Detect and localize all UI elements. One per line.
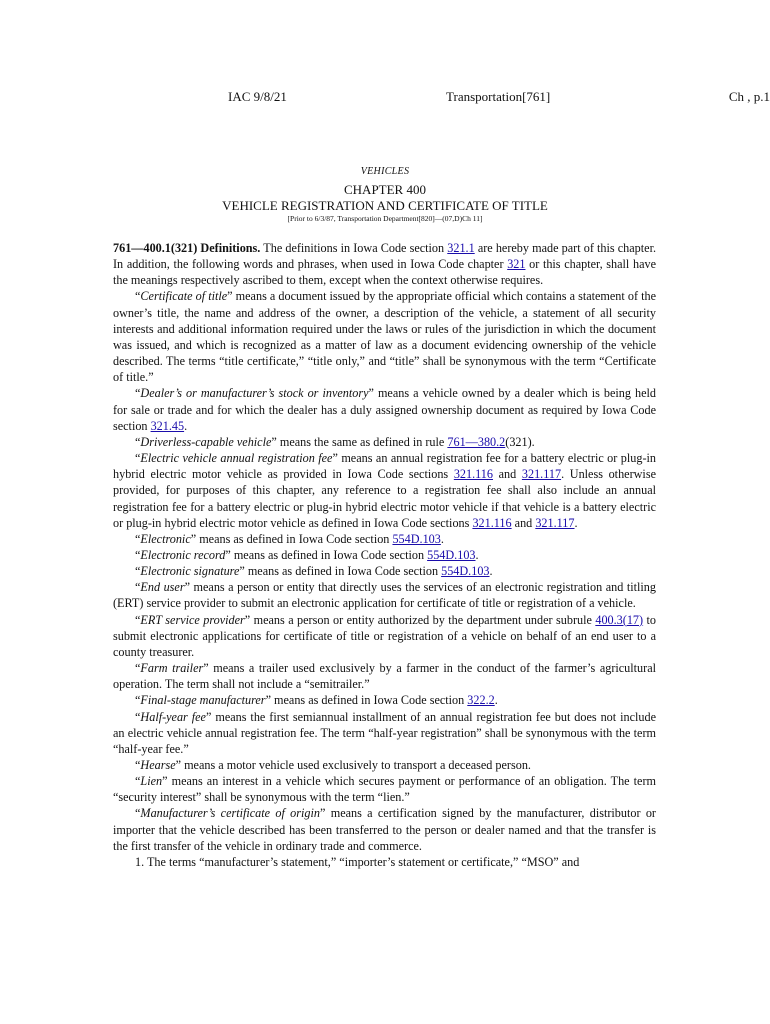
definition-mco: “Manufacturer’s certificate of origin” means a certification signed by the manufacturer, distributor or importer that the vehicle described has been transferred to the person or dealer named and that the transfer is the first transfer of the vehicle in ordinary trade and commerce.: [113, 806, 656, 853]
chapter-title: VEHICLE REGISTRATION AND CERTIFICATE OF TITLE: [222, 198, 548, 213]
header-page: Ch , p.1: [728, 89, 770, 104]
section-label: VEHICLES: [360, 166, 410, 177]
definition-hearse: “Hearse” means a motor vehicle used exclusively to transport a deceased person.: [135, 758, 531, 772]
definition-lien: “Lien” means an interest in a vehicle which secures payment or performance of an obligation. The term “security interest” shall be synonymous with the term “lien.”: [113, 774, 656, 805]
definition-driverless: “Driverless-capable vehicle” means the same as defined in rule 761—380.2(321).: [135, 434, 535, 449]
rule-heading: 761—400.1(321) Definitions.: [113, 241, 261, 255]
link-321-116[interactable]: 321.116: [453, 467, 493, 482]
link-321[interactable]: 321: [507, 257, 526, 272]
link-400-3-17[interactable]: 400.3(17): [595, 612, 644, 627]
link-321-45[interactable]: 321.45: [150, 418, 185, 433]
definition-ev-fee: “Electric vehicle annual registration fee” means an annual registration fee for a battery electric or plug-in hybrid electric motor vehicle as provided in Iowa Code sections 321.116 and 321.117. Unless otherwise provided, for purposes of this chapter, any reference to a registration fee shall also include an annual registration fee for a battery electric or plug-in hybrid electric motor vehicle if that vehicle is a battery electric or plug-in hybrid electric motor vehicle as defined in Iowa Code sections 321.116 and 321.117.: [113, 451, 656, 530]
definition-final-stage-manufacturer: “Final-stage manufacturer” means as defined in Iowa Code section 322.2.: [135, 693, 498, 708]
chapter-number: CHAPTER 400: [344, 182, 426, 197]
definition-end-user: “End user” means a person or entity that directly uses the services of an electronic registration and titling (ERT) service provider to submit an electronic application for certificate of title or registration of a vehicle.: [113, 580, 656, 611]
definition-half-year-fee: “Half-year fee” means the first semiannual installment of an annual registration fee but does not include an electric vehicle annual registration fee. The term “half-year registration” shall be synonymous with the term “half-year fee.”: [113, 709, 656, 756]
link-554d-103[interactable]: 554D.103: [392, 531, 441, 546]
link-321-117[interactable]: 321.117: [521, 467, 562, 482]
header-agency: Transportation[761]: [446, 89, 551, 104]
definition-electronic-signature: “Electronic signature” means as defined in Iowa Code section 554D.103.: [135, 564, 493, 579]
link-321-1[interactable]: 321.1: [447, 241, 475, 255]
link-322-2[interactable]: 322.2: [467, 693, 495, 708]
link-321-117-second[interactable]: 321.117: [535, 515, 575, 530]
chapter-history-note: [Prior to 6/3/87, Transportation Department[820]—(07,D)Ch 11]: [287, 214, 483, 223]
definition-ert-provider: “ERT service provider” means a person or entity authorized by the department under subrule 400.3(17) to submit electronic applications for certificate of title or registration of a vehicle on behalf of an end user to a county treasurer.: [113, 612, 656, 659]
rule-paragraph: 761—400.1(321) Definitions. The definitions in Iowa Code section 321.1 are hereby made part of this chapter. In addition, the following words and phrases, when used in Iowa Code chapter 321 or this chapter, shall have the meanings respectively ascribed to them, except when the context otherwise requires.: [113, 241, 657, 288]
link-321-116-second[interactable]: 321.116: [472, 515, 512, 530]
list-item-1: 1. The terms “manufacturer’s statement,” “importer’s statement or certificate,” “MSO” and: [135, 854, 580, 869]
definition-dealer-stock: “Dealer’s or manufacturer’s stock or inventory” means a vehicle owned by a dealer which is being held for sale or trade and for which the dealer has a duly assigned ownership document as required by Iowa Code section 321.45.: [113, 386, 656, 433]
definition-certificate-of-title: “Certificate of title” means a document issued by the appropriate official which contains a statement of the owner’s title, the name and address of the owner, a description of the vehicle, a statement of all security interests and additional information required under the laws or rules of the jurisdiction in which the document was issued, and which is recognized as a matter of law as a document evidencing ownership of the vehicle described. The terms “title certificate,” “title only,” and “title” shall be synonymous with the term “Certificate of title.”: [113, 289, 657, 385]
document-body: [113, 240, 656, 870]
definition-farm-trailer: “Farm trailer” means a trailer used exclusively by a farmer in the conduct of the farmer’s agricultural operation. The term shall not include a “semitrailer.”: [113, 661, 656, 692]
header-date: IAC 9/8/21: [228, 89, 287, 104]
link-554d-103-record[interactable]: 554D.103: [427, 547, 476, 562]
definition-electronic: “Electronic” means as defined in Iowa Code section 554D.103.: [135, 531, 444, 546]
link-554d-103-signature[interactable]: 554D.103: [441, 564, 490, 579]
definition-electronic-record: “Electronic record” means as defined in Iowa Code section 554D.103.: [135, 547, 479, 562]
link-761-380-2[interactable]: 761—380.2: [447, 434, 506, 449]
